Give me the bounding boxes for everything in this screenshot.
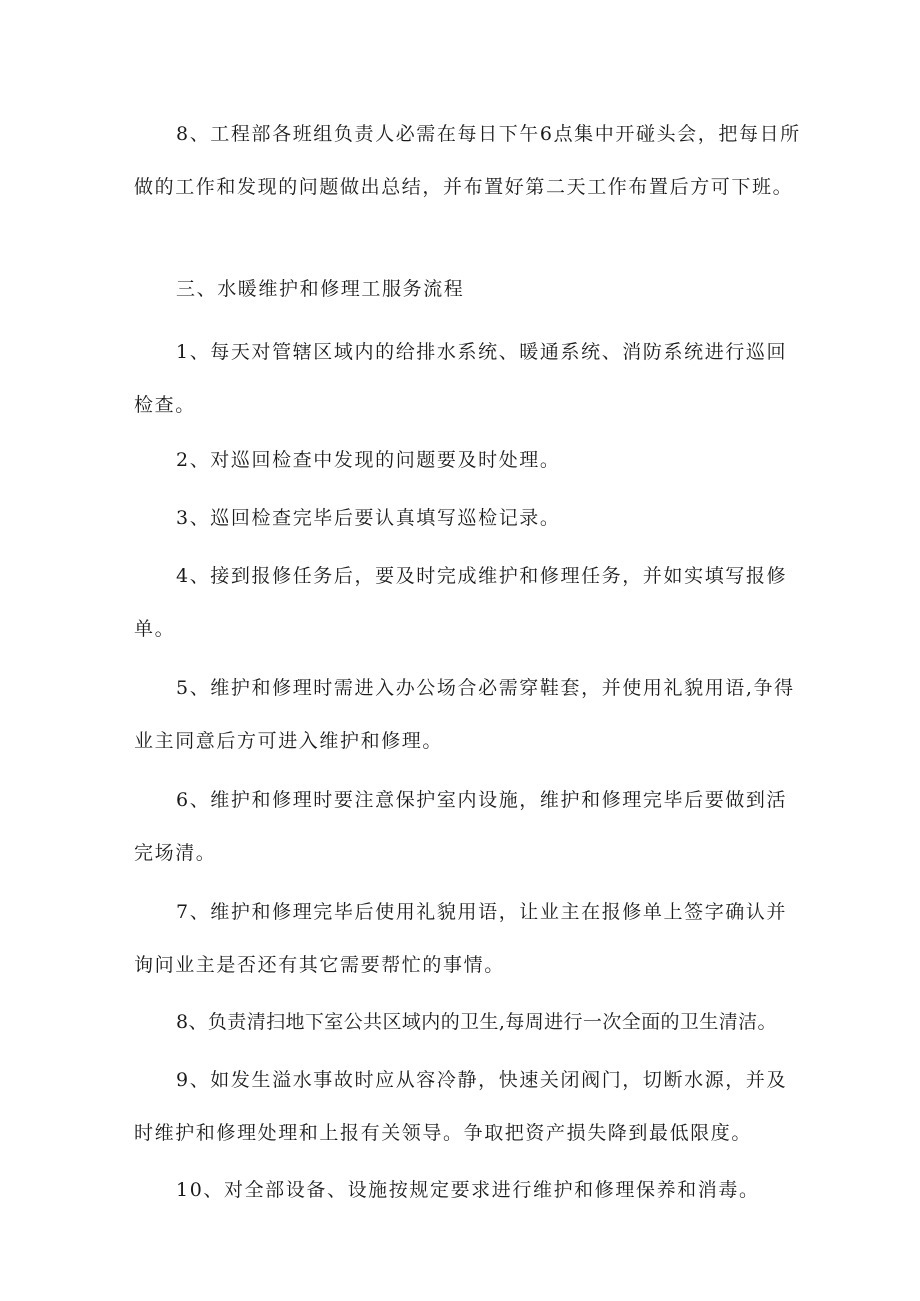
paragraph-item-9-overflow: 9、如发生溢水事故时应从容冷静，快速关闭阀门，切断水源，并及时维护和修理处理和上报有关领导。争取把资产损失降到最低限度。	[134, 1069, 788, 1144]
section-heading-3: 三、水暖维护和修理工服务流程	[176, 278, 465, 300]
paragraph-item-8-meeting: 8、工程部各班组负责人必需在每日下午6点集中开碰头会，把每日所做的工作和发现的问题做出总结，并布置好第二天工作布置后方可下班。	[134, 123, 801, 198]
paragraph-item-7-sign-off: 7、维护和修理完毕后使用礼貌用语，让业主在报修单上签字确认并询问业主是否还有其它需要帮忙的事情。	[134, 901, 788, 976]
paragraph-item-10-maintenance: 10、对全部设备、设施按规定要求进行维护和修理保养和消毒。	[176, 1179, 760, 1201]
paragraph-item-5-shoe-covers: 5、维护和修理时需进入办公场合必需穿鞋套，并使用礼貌用语,争得业主同意后方可进入维护和修理。	[134, 677, 795, 752]
paragraph-item-6-protect-facilities: 6、维护和修理时要注意保护室内设施，维护和修理完毕后要做到活完场清。	[134, 789, 788, 864]
paragraph-item-1-inspection: 1、每天对管辖区域内的给排水系统、暖通系统、消防系统进行巡回检查。	[134, 341, 788, 416]
paragraph-item-3-record: 3、巡回检查完毕后要认真填写巡检记录。	[176, 507, 561, 529]
paragraph-item-8-cleaning: 8、负责清扫地下室公共区域内的卫生,每周进行一次全面的卫生清洁。	[176, 1011, 777, 1033]
paragraph-item-4-repair-task: 4、接到报修任务后，要及时完成维护和修理任务，并如实填写报修单。	[134, 565, 788, 640]
paragraph-item-2-handle-issues: 2、对巡回检查中发现的问题要及时处理。	[176, 449, 561, 471]
